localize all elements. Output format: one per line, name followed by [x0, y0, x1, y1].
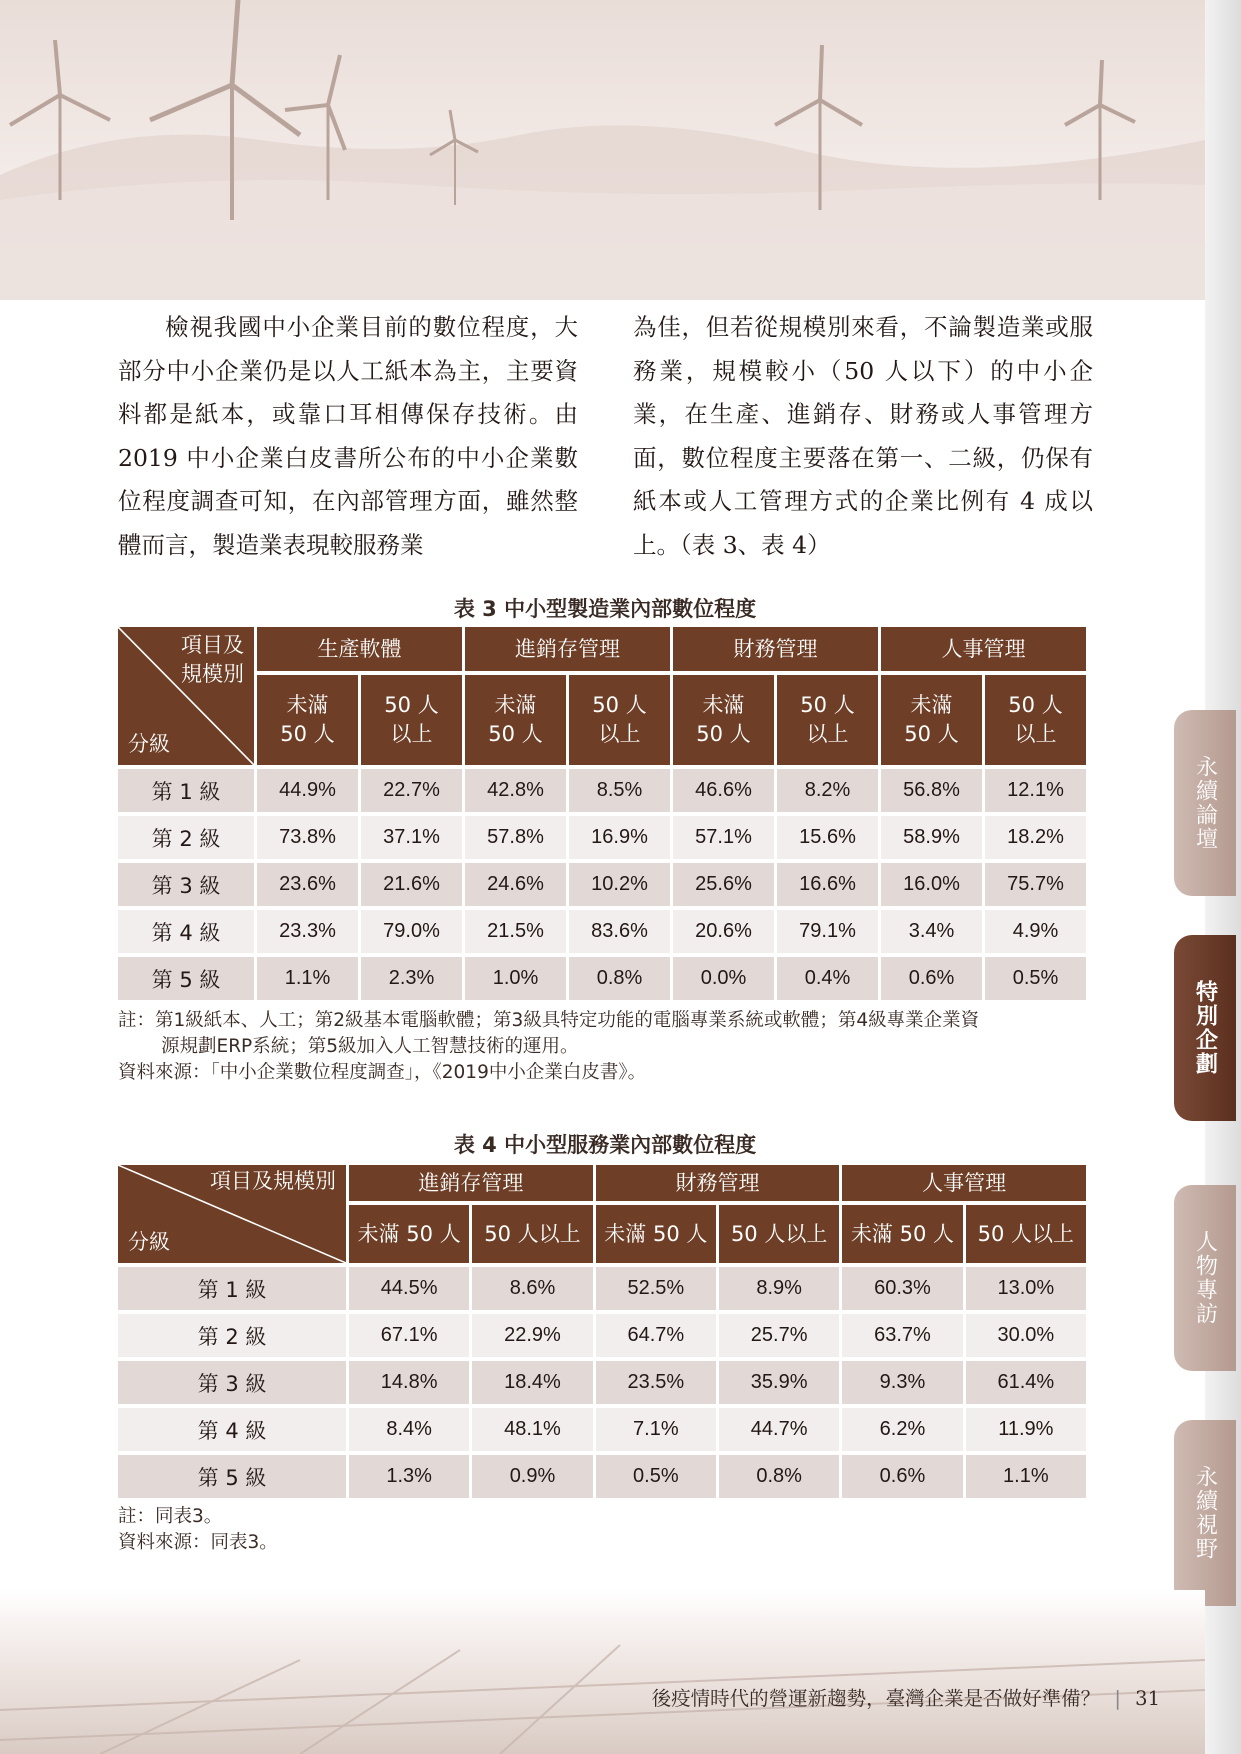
table3-value-cell: 12.1% — [985, 765, 1086, 812]
table4-sub-small: 未滿 50 人 — [596, 1201, 716, 1263]
table4-level-cell: 第 4 級 — [118, 1404, 346, 1451]
table4-sub-large: 50 人以上 — [719, 1201, 839, 1263]
table3-value-cell: 75.7% — [985, 859, 1086, 906]
table3-group-header: 生產軟體 — [257, 627, 462, 671]
footer-title: 後疫情時代的營運新趨勢，臺灣企業是否做好準備？ — [651, 1687, 1101, 1710]
table3-group-header: 進銷存管理 — [465, 627, 670, 671]
side-tab-sustainability-vision[interactable]: 永續視野 — [1174, 1420, 1236, 1606]
table3-value-cell: 37.1% — [361, 812, 462, 859]
table4-value-cell: 18.4% — [472, 1357, 592, 1404]
table3-value-cell: 83.6% — [569, 906, 670, 953]
table4-value-cell: 44.7% — [719, 1404, 839, 1451]
table4-value-cell: 8.4% — [349, 1404, 469, 1451]
table3-group-header: 人事管理 — [881, 627, 1086, 671]
table4-value-cell: 35.9% — [719, 1357, 839, 1404]
table4-value-cell: 0.8% — [719, 1451, 839, 1498]
table3-row — [118, 765, 1086, 812]
table3-value-cell: 1.0% — [465, 953, 566, 1000]
table3-value-cell: 10.2% — [569, 859, 670, 906]
table4-row — [118, 1404, 1086, 1451]
table4-row — [118, 1357, 1086, 1404]
footer-photo-solar-panels — [0, 1590, 1205, 1754]
table4-value-cell: 0.6% — [842, 1451, 962, 1498]
table3-value-cell: 8.5% — [569, 765, 670, 812]
side-tab-special-feature[interactable]: 特別企劃 — [1174, 935, 1236, 1121]
table3-value-cell: 18.2% — [985, 812, 1086, 859]
table3-value-cell: 0.0% — [673, 953, 774, 1000]
table3-value-cell: 23.3% — [257, 906, 358, 953]
footer-separator: | — [1114, 1687, 1121, 1710]
table3 — [115, 627, 1089, 1000]
table3-row — [118, 859, 1086, 906]
table4-level-cell: 第 1 級 — [118, 1263, 346, 1310]
table3-value-cell: 23.6% — [257, 859, 358, 906]
table4-value-cell: 11.9% — [966, 1404, 1086, 1451]
table3-note-line2: 源規劃ERP系統；第5級加入人工智慧技術的運用。 — [161, 1036, 579, 1057]
table4-value-cell: 60.3% — [842, 1263, 962, 1310]
table4-value-cell: 13.0% — [966, 1263, 1086, 1310]
table4-value-cell: 61.4% — [966, 1357, 1086, 1404]
table3-value-cell: 42.8% — [465, 765, 566, 812]
table3-level-cell: 第 3 級 — [118, 859, 254, 906]
table3-value-cell: 22.7% — [361, 765, 462, 812]
table3-row — [118, 953, 1086, 1000]
table4-title: 表 4 中小型服務業內部數位程度 — [453, 1133, 757, 1157]
table3-value-cell: 24.6% — [465, 859, 566, 906]
table3-value-cell: 44.9% — [257, 765, 358, 812]
table3-sub-small: 未滿 50 人 — [257, 671, 358, 765]
table4-corner-top: 項目及規模別 — [210, 1169, 336, 1193]
table3-level-cell: 第 5 級 — [118, 953, 254, 1000]
table4-value-cell: 7.1% — [596, 1404, 716, 1451]
table4-sub-small: 未滿 50 人 — [349, 1201, 469, 1263]
table3-title: 表 3 中小型製造業內部數位程度 — [453, 597, 757, 621]
table4-value-cell: 1.3% — [349, 1451, 469, 1498]
table3-value-cell: 25.6% — [673, 859, 774, 906]
table4 — [115, 1165, 1089, 1498]
table3-value-cell: 20.6% — [673, 906, 774, 953]
table4-row — [118, 1263, 1086, 1310]
table4-note: 註：同表3。 — [118, 1506, 223, 1527]
table4-value-cell: 8.9% — [719, 1263, 839, 1310]
table4-value-cell: 22.9% — [472, 1310, 592, 1357]
table4-value-cell: 23.5% — [596, 1357, 716, 1404]
side-tab-interview[interactable]: 人物專訪 — [1174, 1185, 1236, 1371]
table3-value-cell: 4.9% — [985, 906, 1086, 953]
table4-value-cell: 14.8% — [349, 1357, 469, 1404]
table4-value-cell: 6.2% — [842, 1404, 962, 1451]
table4-group-header: 進銷存管理 — [349, 1165, 593, 1201]
wind-turbine-illustration — [0, 0, 1205, 300]
table3-value-cell: 56.8% — [881, 765, 982, 812]
table3-level-cell: 第 2 級 — [118, 812, 254, 859]
table3-corner-header — [118, 627, 254, 765]
table3-value-cell: 16.6% — [777, 859, 878, 906]
table4-level-cell: 第 5 級 — [118, 1451, 346, 1498]
table3-sub-large: 50 人 以上 — [777, 671, 878, 765]
table3-value-cell: 0.8% — [569, 953, 670, 1000]
table3-value-cell: 8.2% — [777, 765, 878, 812]
table3-value-cell: 57.1% — [673, 812, 774, 859]
table4-group-header: 財務管理 — [596, 1165, 840, 1201]
table3-value-cell: 46.6% — [673, 765, 774, 812]
table3-value-cell: 57.8% — [465, 812, 566, 859]
table3-sub-small: 未滿 50 人 — [465, 671, 566, 765]
table3-level-cell: 第 4 級 — [118, 906, 254, 953]
table3-note-line1: 註：第1級紙本、人工；第2級基本電腦軟體；第3級具特定功能的電腦專業系統或軟體；第4級專業企業資 — [118, 1010, 980, 1031]
table3-value-cell: 2.3% — [361, 953, 462, 1000]
table3-sub-large: 50 人 以上 — [569, 671, 670, 765]
table4-value-cell: 1.1% — [966, 1451, 1086, 1498]
table4-value-cell: 8.6% — [472, 1263, 592, 1310]
table3-value-cell: 79.1% — [777, 906, 878, 953]
table3-value-cell: 0.5% — [985, 953, 1086, 1000]
table4-value-cell: 63.7% — [842, 1310, 962, 1357]
body-paragraph-col1: 檢視我國中小企業目前的數位程度，大部分中小企業仍是以人工紙本為主，主要資料都是紙本，或靠口耳相傳保存技術。由 2019 中小企業白皮書所公布的中小企業數位程度調查可知，在內部管理方面，雖然整體而言，製造業表現較服務業 — [118, 313, 578, 559]
table3-sub-large: 50 人 以上 — [361, 671, 462, 765]
table3-row — [118, 812, 1086, 859]
footer-running-title — [640, 1683, 1160, 1711]
table3-value-cell: 21.5% — [465, 906, 566, 953]
table3-level-cell: 第 1 級 — [118, 765, 254, 812]
table3-value-cell: 73.8% — [257, 812, 358, 859]
page-number: 31 — [1135, 1687, 1160, 1710]
table4-value-cell: 52.5% — [596, 1263, 716, 1310]
side-tab-sustainability-forum[interactable]: 永續論壇 — [1174, 710, 1236, 896]
table3-value-cell: 15.6% — [777, 812, 878, 859]
table4-source: 資料來源：同表3。 — [118, 1532, 278, 1553]
table3-sub-small: 未滿 50 人 — [881, 671, 982, 765]
table3-value-cell: 21.6% — [361, 859, 462, 906]
table4-value-cell: 44.5% — [349, 1263, 469, 1310]
solar-panel-illustration — [0, 1590, 1205, 1754]
table3-group-header: 財務管理 — [673, 627, 878, 671]
table4-level-cell: 第 3 級 — [118, 1357, 346, 1404]
table3-sub-small: 未滿 50 人 — [673, 671, 774, 765]
table3-corner-top: 項目及 規模別 — [181, 633, 244, 686]
table4-value-cell: 0.5% — [596, 1451, 716, 1498]
table3-value-cell: 3.4% — [881, 906, 982, 953]
table4-level-cell: 第 2 級 — [118, 1310, 346, 1357]
table3-value-cell: 0.6% — [881, 953, 982, 1000]
table3-value-cell: 1.1% — [257, 953, 358, 1000]
table4-sub-large: 50 人以上 — [472, 1201, 592, 1263]
table3-value-cell: 58.9% — [881, 812, 982, 859]
table4-value-cell: 67.1% — [349, 1310, 469, 1357]
table3-value-cell: 79.0% — [361, 906, 462, 953]
table4-value-cell: 25.7% — [719, 1310, 839, 1357]
table4-value-cell: 30.0% — [966, 1310, 1086, 1357]
body-paragraph-col2: 為佳，但若從規模別來看，不論製造業或服務業，規模較小（50 人以下）的中小企業，在生產、進銷存、財務或人事管理方面，數位程度主要落在第一、二級，仍保有紙本或人工管理方式的企業比例有 4 成以上。（表 3、表 4） — [633, 313, 1093, 559]
header-photo-wind-turbines — [0, 0, 1205, 300]
table4-value-cell: 64.7% — [596, 1310, 716, 1357]
table4-value-cell: 48.1% — [472, 1404, 592, 1451]
table4-sub-large: 50 人以上 — [966, 1201, 1086, 1263]
table4-corner-header — [118, 1165, 346, 1263]
table4-group-header: 人事管理 — [842, 1165, 1086, 1201]
table4-sub-small: 未滿 50 人 — [842, 1201, 962, 1263]
table3-value-cell: 0.4% — [777, 953, 878, 1000]
table4-value-cell: 0.9% — [472, 1451, 592, 1498]
table3-corner-bottom: 分級 — [128, 732, 170, 756]
table3-sub-large: 50 人 以上 — [985, 671, 1086, 765]
table4-row — [118, 1310, 1086, 1357]
table4-value-cell: 9.3% — [842, 1357, 962, 1404]
table3-source: 資料來源：「中小企業數位程度調查」，《2019中小企業白皮書》。 — [118, 1062, 647, 1083]
table3-row — [118, 906, 1086, 953]
table4-corner-bottom: 分級 — [128, 1230, 170, 1254]
table3-value-cell: 16.0% — [881, 859, 982, 906]
table3-value-cell: 16.9% — [569, 812, 670, 859]
table4-row — [118, 1451, 1086, 1498]
